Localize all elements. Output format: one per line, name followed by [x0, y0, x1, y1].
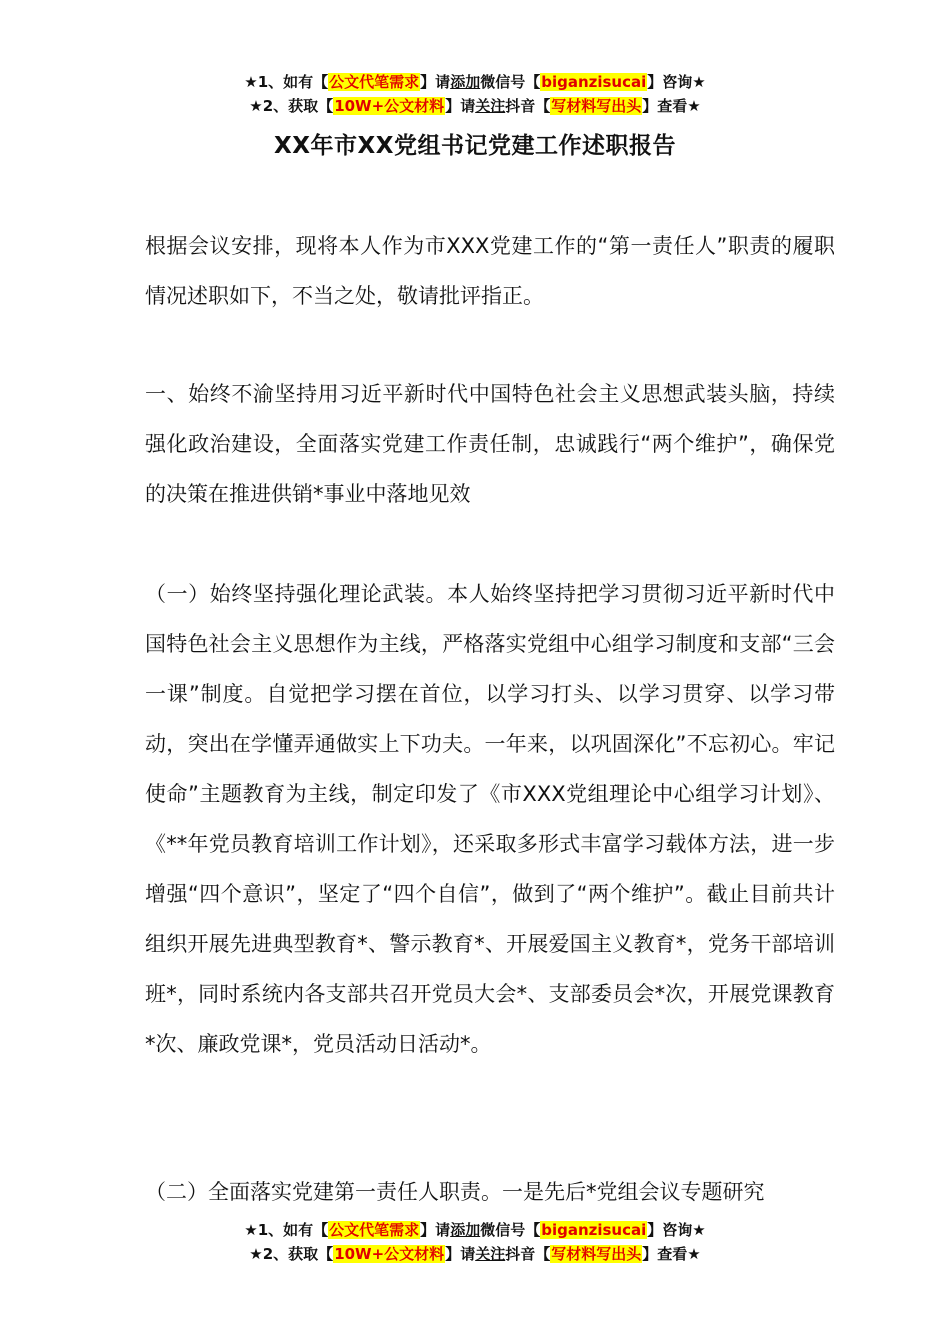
subsection-2-paragraph: （二）全面落实党建第一责任人职责。一是先后*党组会议专题研究	[145, 1180, 765, 1204]
header-banner	[0, 70, 950, 118]
banner-line-1: ★1、如有【公文代笔需求】请添加微信号【biganzisucai】咨询★	[244, 1221, 706, 1239]
banner-highlight: biganzisucai	[541, 1221, 647, 1239]
subsection-1-paragraph: （一）始终坚持强化理论武装。本人始终坚持把学习贯彻习近平新时代中国特色社会主义思想作为主线，严格落实党组中心组学习制度和支部“三会一课”制度。自觉把学习摆在首位，以学习打头、以学习贯穿、以学习带动，突出在学懂弄通做实上下功夫。一年来，以巩固深化”不忘初心。牢记使命”主题教育为主线，制定印发了《市XXX党组理论中心组学习计划》、《**年党员教育培训工作计划》，还采取多形式丰富学习载体方法，进一步增强“四个意识”，坚定了“四个自信”，做到了“两个维护”。截止目前共计组织开展先进典型教育*、警示教育*、开展爱国主义教育*，党务干部培训班*，同时系统内各支部共召开党员大会*、支部委员会*次，开展党课教育*次、廉政党课*，党员活动日活动*。	[145, 582, 835, 1056]
banner-highlight: 公文代笔需求	[329, 1221, 420, 1239]
banner-highlight: 写材料写出头	[551, 1245, 642, 1263]
section-1-heading: 一、始终不渝坚持用习近平新时代中国特色社会主义思想武装头脑，持续强化政治建设，全面落实党建工作责任制，忠诚践行“两个维护”，确保党的决策在推进供销*事业中落地见效	[145, 382, 835, 506]
banner-highlight: 10W+公文材料	[334, 97, 445, 115]
footer-banner	[0, 1218, 950, 1266]
banner-line-1: ★1、如有【公文代笔需求】请添加微信号【biganzisucai】咨询★	[244, 73, 706, 91]
banner-line-2: ★2、获取【10W+公文材料】请关注抖音【写材料写出头】查看★	[249, 97, 701, 115]
banner-line-2: ★2、获取【10W+公文材料】请关注抖音【写材料写出头】查看★	[249, 1245, 701, 1263]
banner-highlight: 公文代笔需求	[329, 73, 420, 91]
intro-paragraph: 根据会议安排，现将本人作为市XXX党建工作的“第一责任人”职责的履职情况述职如下，不当之处，敬请批评指正。	[145, 234, 835, 308]
banner-highlight: 10W+公文材料	[334, 1245, 445, 1263]
banner-highlight: biganzisucai	[541, 73, 647, 91]
banner-highlight: 写材料写出头	[551, 97, 642, 115]
document-title: XX年市XX党组书记党建工作述职报告	[274, 133, 676, 159]
